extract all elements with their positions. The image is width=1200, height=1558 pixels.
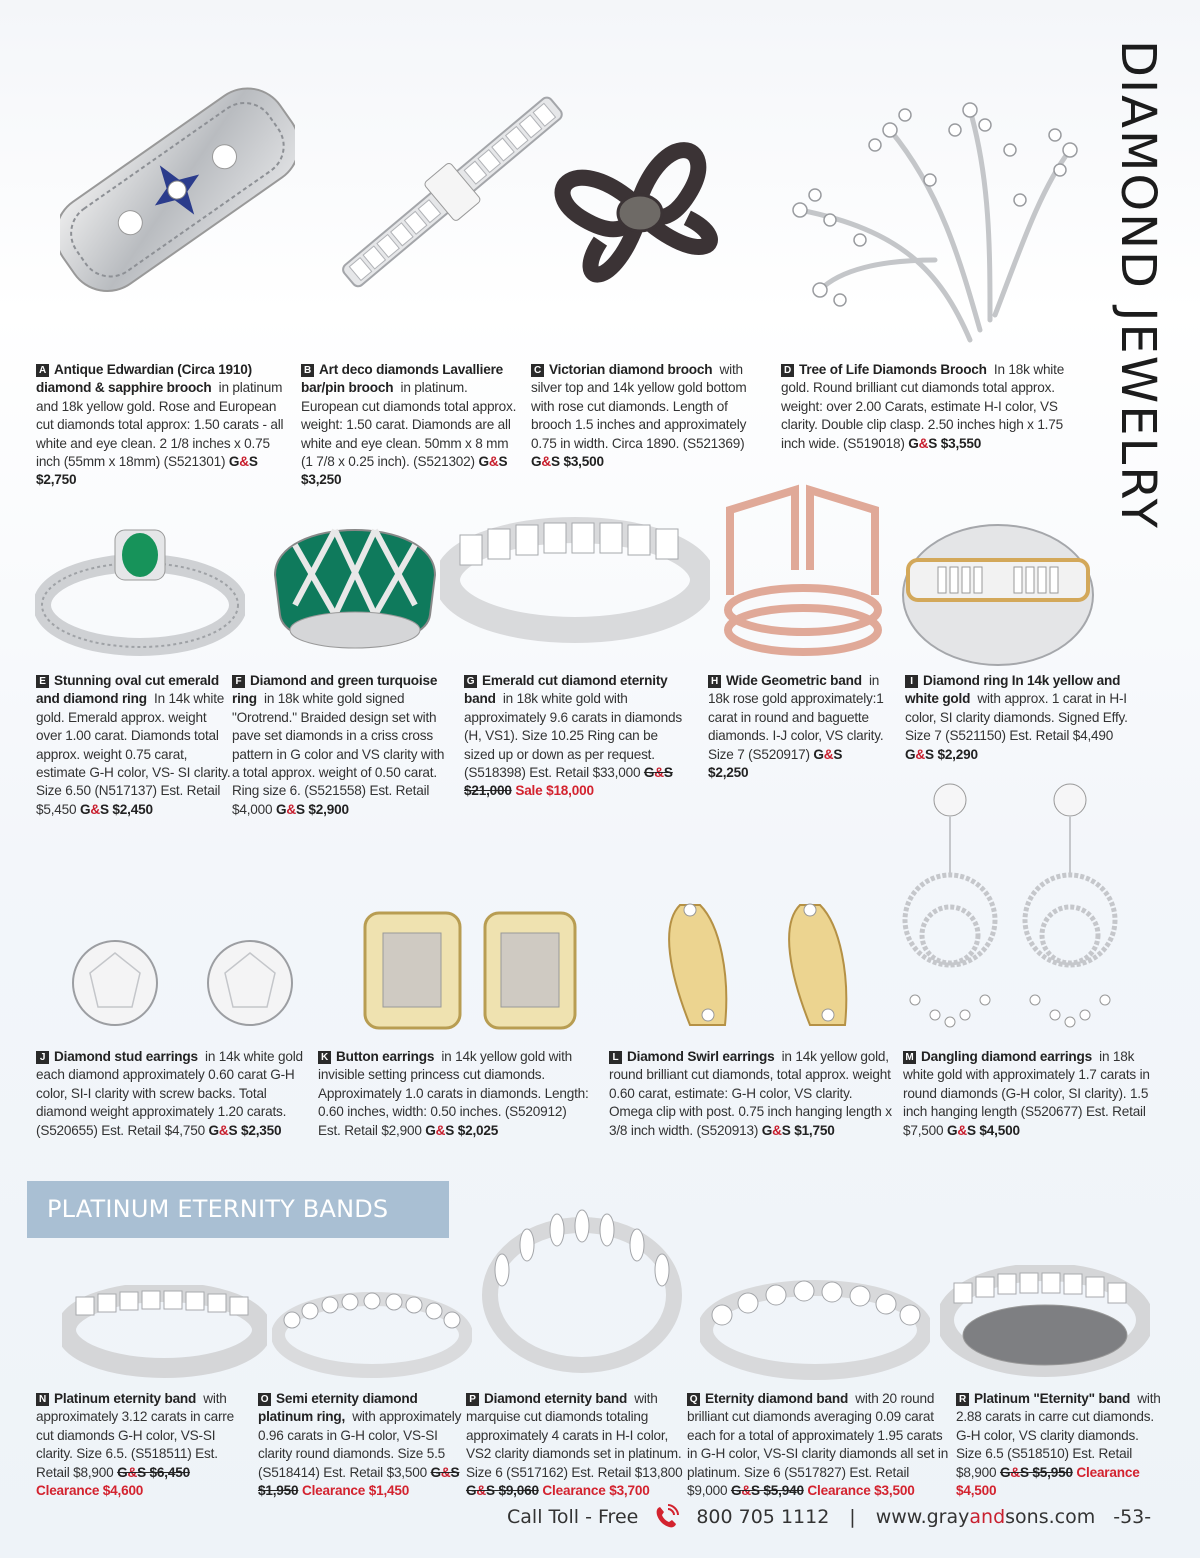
product-image-j	[60, 935, 305, 1030]
gs-price: $1,750	[794, 1122, 835, 1138]
product-image-m	[895, 770, 1125, 1040]
product-description-m	[903, 1048, 1155, 1140]
product-description-o	[258, 1390, 464, 1500]
product-description-f	[232, 672, 446, 819]
product-details: with approximately 3.12 carats in carre cut diamonds G-H color, VS-SI clarity. Size 6.5. (S518511) Est. Retail $8,900	[36, 1391, 234, 1480]
sale-price: $18,000	[546, 783, 594, 799]
eternity-band-icon	[440, 515, 710, 645]
footer-separator: |	[849, 1506, 856, 1528]
clearance-price-label: Clearance $1,450	[301, 1483, 410, 1499]
product-title: Tree of Life Diamonds Brooch	[799, 362, 987, 377]
item-letter-badge: D	[781, 364, 794, 377]
gs-price: $2,900	[308, 801, 349, 817]
product-image-k	[355, 905, 585, 1035]
product-image-h	[715, 480, 890, 665]
product-details: with 20 round brilliant cut diamonds averaging 0.09 carat each for a total of approximately 1.95 carats in G-H color, VS-SI clarity diamonds all set in platinum. Size 6 (S517827) Est. Retail $9,000	[687, 1391, 949, 1499]
product-details: in 18k rose gold approximately:1 carat in round and baguette diamonds. I-J color, VS clarity. Size 7 (S520917)	[708, 673, 884, 762]
item-letter-badge: K	[318, 1051, 331, 1064]
product-description-j	[36, 1048, 306, 1140]
gs-price: $2,250	[708, 765, 749, 781]
item-letter-badge: B	[301, 364, 314, 377]
gs-price-label: G&S $2,290	[905, 746, 978, 762]
product-title: Diamond and green turquoise ring	[232, 673, 438, 707]
product-title: Diamond Swirl earrings	[627, 1049, 775, 1064]
gs-price-label: G&S $1,950	[258, 1464, 460, 1499]
item-letter-badge: G	[464, 675, 477, 688]
clearance-price: $3,700	[609, 1483, 650, 1499]
clearance-price: $3,500	[874, 1483, 915, 1499]
product-image-d	[760, 90, 1090, 345]
two-tone-ring-icon	[898, 505, 1098, 670]
rose-gold-band-icon	[715, 480, 890, 665]
clearance-price-label: Clearance $3,500	[807, 1483, 915, 1499]
clearance-price-label: Clearance $4,500	[956, 1464, 1140, 1499]
product-details: In 14k white gold. Emerald approx. weight over 1.00 carat. Diamonds total approx. weight 0.75 carat, estimate G-H color, VS- SI clarity. Size 6.50 (N517137) Est. Retail $5,450	[36, 691, 231, 817]
product-details: in 18k white gold with approximately 9.6 carats in diamonds (H, VS1). Size 10.25 Ring can be sized up or down as per request. (S518398) Est. Retail $33,000	[464, 691, 682, 781]
product-description-l	[609, 1048, 899, 1140]
product-image-r	[940, 1265, 1150, 1380]
product-description-e	[36, 672, 232, 819]
footer	[507, 1500, 1151, 1534]
dangling-earrings-icon	[895, 770, 1125, 1040]
item-letter-badge: M	[903, 1051, 916, 1064]
product-title: Wide Geometric band	[726, 673, 862, 688]
tree-brooch-icon	[760, 90, 1090, 345]
item-letter-badge: A	[36, 364, 49, 377]
gs-price-label: G&S $3,500	[531, 454, 604, 470]
product-image-g	[440, 515, 710, 645]
product-details: in 14k yellow gold, round brilliant cut diamonds, total approx. weight 0.60 carat, estimate: G-H color, VS clarity. Omega clip with post. 0.75 inch hanging length x 3/8 inch width. (S520913)	[609, 1049, 892, 1138]
carre-band-icon	[62, 1285, 267, 1380]
product-title: Platinum "Eternity" band	[974, 1391, 1131, 1406]
product-description-g	[464, 672, 690, 801]
product-title: Eternity diamond band	[705, 1391, 849, 1406]
gs-price: $2,025	[457, 1122, 499, 1138]
item-letter-badge: O	[258, 1393, 271, 1406]
product-title: Art deco diamonds Lavalliere bar/pin brooch	[301, 362, 504, 396]
item-letter-badge: L	[609, 1051, 622, 1064]
item-letter-badge: J	[36, 1051, 49, 1064]
item-letter-badge: I	[905, 675, 918, 688]
gs-price-label: G&S $3,250	[301, 454, 508, 488]
gs-price: $5,940	[763, 1483, 804, 1499]
product-title: Diamond stud earrings	[54, 1049, 198, 1064]
product-image-p	[482, 1200, 682, 1380]
product-title: Stunning oval cut emerald and diamond ring	[36, 673, 219, 707]
gs-price: $2,750	[36, 472, 77, 488]
clearance-price: $4,600	[102, 1483, 144, 1499]
product-title: Victorian diamond brooch	[549, 362, 713, 377]
product-title: Platinum eternity band	[54, 1391, 197, 1406]
product-description-b	[301, 361, 523, 490]
product-details: in 14k white gold each diamond approximately 0.60 carat G-H color, SI-I clarity with screw backs. Total diamond weight approximately 1.20 carats. (S520655) Est. Retail $4,750	[36, 1049, 303, 1138]
product-image-n	[62, 1285, 267, 1380]
emerald-ring-icon	[35, 510, 245, 660]
gs-price-label: G&S $1,750	[761, 1122, 835, 1138]
product-title: Dangling diamond earrings	[921, 1049, 1092, 1064]
product-title: Button earrings	[336, 1049, 435, 1064]
product-title: Semi eternity diamond platinum ring,	[258, 1391, 418, 1425]
product-details: with 2.88 carats in carre cut diamonds. G-H color, VS clarity diamonds. Size 6.5 (S518510) Est. Retail $8,900	[956, 1391, 1161, 1480]
product-image-i	[898, 505, 1098, 670]
gs-price-label: G&S $9,060	[466, 1483, 539, 1499]
product-title: Emerald cut diamond eternity band	[464, 673, 668, 707]
gs-price-label: G&S $2,450	[79, 801, 153, 817]
marquise-band-icon	[482, 1200, 682, 1380]
product-image-f	[255, 505, 455, 665]
turquoise-ring-icon	[255, 505, 455, 665]
product-details: in platinum and 18k yellow gold. Rose and European cut diamonds total approx: 1.50 carats - all white and eye clean. 2 1/8 inches x 0.75 inch (55mm x 18mm) (S521301)	[36, 380, 284, 470]
gs-price: $3,250	[301, 472, 342, 488]
clearance-price-label: Clearance $4,600	[36, 1483, 144, 1499]
product-description-p	[466, 1390, 686, 1500]
gs-price-label: G&S $5,950	[999, 1464, 1073, 1480]
gs-price: $6,450	[149, 1464, 190, 1480]
gs-price-label: G&S $5,940	[730, 1483, 804, 1499]
product-details: In 18k white gold. Round brilliant cut diamonds total approx. weight: over 2.00 Carats, estimate H-I color, VS clarity. Double clip clasp. 2.50 inches high x 1.75 inch wide. (S519018)	[781, 362, 1065, 451]
item-letter-badge: C	[531, 364, 544, 377]
product-description-a	[36, 361, 288, 490]
gs-price: $2,350	[241, 1122, 282, 1138]
gs-price-label: G&S $2,025	[425, 1122, 499, 1138]
clearance-price: $1,450	[368, 1483, 410, 1499]
product-description-q	[687, 1390, 949, 1500]
gs-price: $9,060	[498, 1483, 539, 1499]
gs-price-label: G&S $3,550	[908, 435, 982, 451]
product-details: with approx. 1 carat in H-I color, SI clarity diamonds. Signed Effy. Size 7 (S521150) Est. Retail $4,490	[905, 691, 1128, 744]
brooch-icon	[60, 30, 295, 350]
clearance-price: $4,500	[956, 1483, 997, 1499]
product-title: Diamond eternity band	[484, 1391, 628, 1406]
clearance-price-label: Clearance $3,700	[542, 1483, 650, 1499]
page-number: -53-	[1113, 1506, 1152, 1528]
product-image-e	[35, 510, 245, 660]
gs-price-label: G&S $21,000	[464, 765, 673, 799]
gs-price-label: G&S $4,500	[946, 1122, 1020, 1138]
product-image-c	[525, 95, 755, 335]
carre-band-2-icon	[940, 1265, 1150, 1380]
gs-price: $5,950	[1032, 1464, 1073, 1480]
product-title: Antique Edwardian (Circa 1910) diamond & sapphire brooch	[36, 362, 252, 396]
product-description-h	[708, 672, 886, 782]
product-details: in platinum. European cut diamonds total approx. weight: 1.50 carat. Diamonds are all white and eye clean. 50mm x 8 mm (1 7/8 x 0.25 inch). (S521302)	[301, 380, 517, 470]
product-description-k	[318, 1048, 592, 1140]
item-letter-badge: R	[956, 1393, 969, 1406]
gs-price: $3,550	[940, 435, 982, 451]
gs-price-label: G&S $2,750	[36, 454, 258, 488]
gs-price: $4,500	[979, 1122, 1020, 1138]
phone-icon	[652, 1503, 680, 1531]
product-details: with silver top and 14k yellow gold bottom with rose cut diamonds. Length of brooch 1.5 inches and approximately 0.75 in width. Circa 1890. (S521369)	[531, 362, 747, 451]
gs-price-label: G&S $6,450	[117, 1464, 190, 1480]
swirl-earrings-icon	[650, 885, 870, 1035]
item-letter-badge: Q	[687, 1393, 700, 1406]
gs-price: $3,500	[563, 454, 604, 470]
product-image-q	[700, 1275, 930, 1380]
product-description-r	[956, 1390, 1166, 1500]
product-details: in 18k white gold with approximately 1.7 carats in round diamonds (G-H color, SI clarity). 1.5 inch hanging length (S520677) Est. Retail $7,500	[903, 1049, 1150, 1138]
product-details: with approximately 0.96 carats in G-H color, VS-SI clarity round diamonds. Size 5.5 (S518414) Est. Retail $3,500	[258, 1409, 462, 1480]
product-title: Diamond ring In 14k yellow and white gold	[905, 673, 1121, 707]
gs-price: $2,450	[112, 801, 153, 817]
victorian-brooch-icon	[525, 95, 755, 335]
product-image-a	[60, 30, 295, 350]
website-link[interactable]: www.grayandsons.com	[875, 1506, 1096, 1528]
page-title: DIAMOND JEWELRY	[1110, 40, 1166, 530]
gs-price-label: G&S $2,250	[708, 746, 843, 781]
item-letter-badge: F	[232, 675, 245, 688]
product-details: in 18k white gold signed "Orotrend." Braided design set with pave set diamonds in a criss cross pattern in G color and VS clarity with a total approx. weight of 0.50 carat. Ring size 6. (S521558) Est. Retail $4,000	[232, 691, 445, 817]
gs-price: $1,950	[258, 1483, 299, 1499]
product-image-o	[272, 1285, 472, 1380]
product-description-c	[531, 361, 769, 471]
call-toll-free-label: Call Toll - Free	[507, 1506, 639, 1528]
product-description-n	[36, 1390, 248, 1500]
gs-price: $2,290	[937, 746, 978, 762]
round-eternity-band-icon	[700, 1275, 930, 1380]
gs-price: $21,000	[464, 783, 512, 799]
item-letter-badge: E	[36, 675, 49, 688]
product-image-l	[650, 885, 870, 1035]
product-description-d	[781, 361, 1071, 453]
item-letter-badge: P	[466, 1393, 479, 1406]
product-description-i	[905, 672, 1131, 764]
button-earrings-icon	[355, 905, 585, 1035]
item-letter-badge: N	[36, 1393, 49, 1406]
gs-price-label: G&S $2,350	[208, 1122, 282, 1138]
item-letter-badge: H	[708, 675, 721, 688]
section-banner: PLATINUM ETERNITY BANDS	[27, 1181, 449, 1238]
stud-earrings-icon	[60, 935, 305, 1030]
phone-number[interactable]: 800 705 1112	[696, 1506, 830, 1528]
product-details: in 14k yellow gold with invisible setting princess cut diamonds. Approximately 1.0 carats in diamonds. Length: 0.60 inches, width: 0.50 inches. (S520912) Est. Retail $2,900	[318, 1049, 589, 1138]
product-details: with marquise cut diamonds totaling approximately 4 carats in H-I color, VS2 clarity diamonds set in platinum. Size 6 (S517162) Est. Retail $13,800	[466, 1391, 683, 1480]
gs-price-label: G&S $2,900	[275, 801, 349, 817]
sale-price-label: Sale $18,000	[515, 783, 594, 799]
semi-eternity-ring-icon	[272, 1285, 472, 1380]
